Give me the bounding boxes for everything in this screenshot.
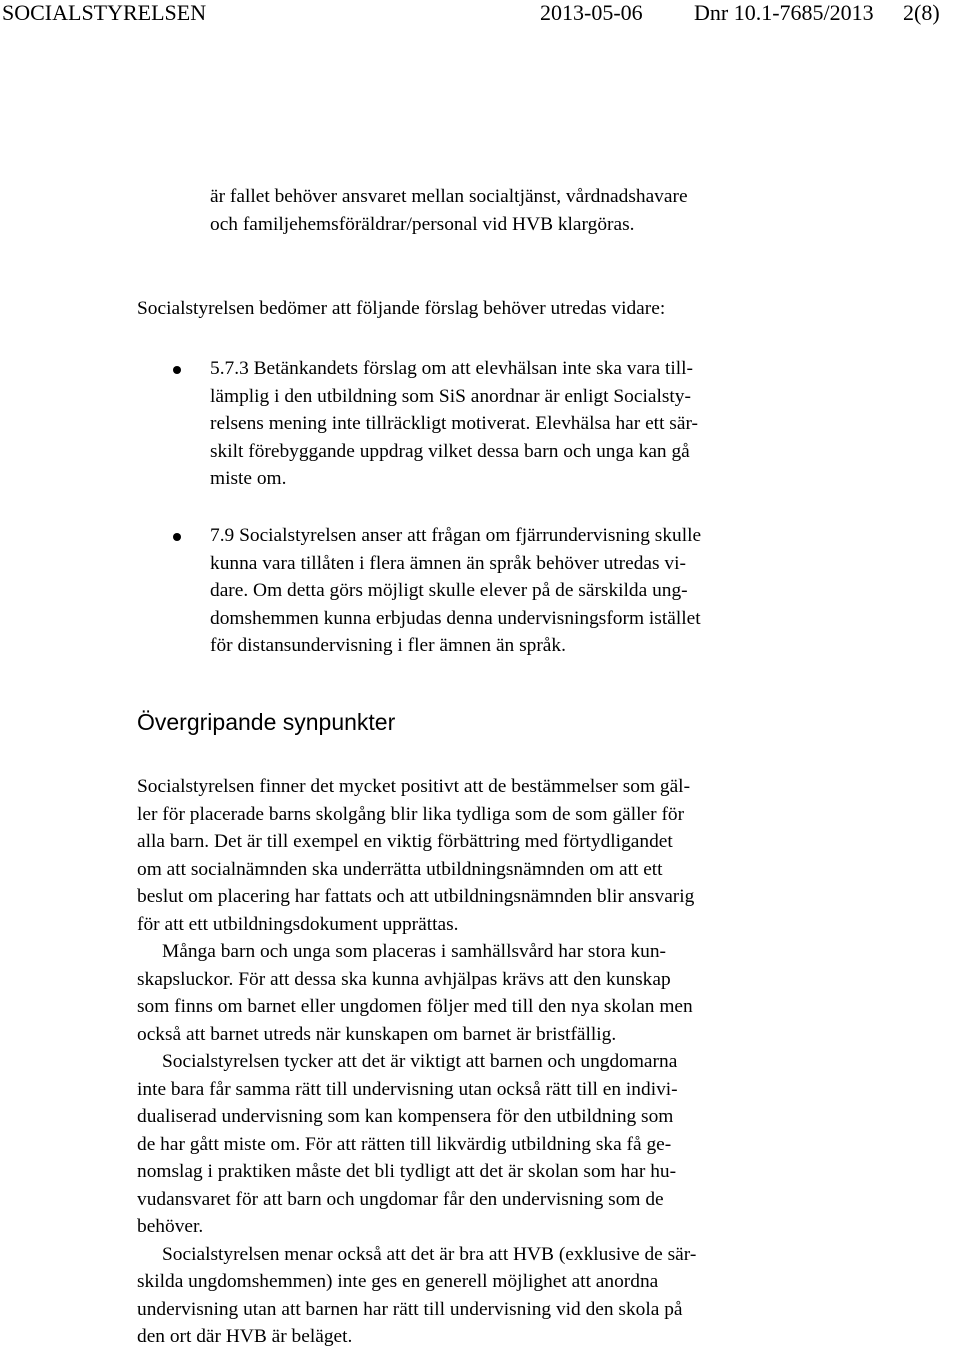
text-line: alla barn. Det är till exempel en viktig förbättring med förtydligandet [137,831,673,852]
intro-paragraph [210,183,688,238]
text-line: Socialstyrelsen menar också att det är bra att HVB (exklusive de sär- [162,1243,697,1265]
text-line: skilt förebyggande uppdrag vilket dessa barn och unga kan gå [210,440,690,462]
text-line: om att socialnämnden ska underrätta utbildningsnämnden om att ett [137,858,663,880]
text-line: Socialstyrelsen finner det mycket positivt att de bestämmelser som gäl- [137,776,691,797]
text-line: behöver. [137,1216,204,1237]
page-header [0,0,960,30]
text-line: domshemmen kunna erbjudas denna undervisningsform istället [210,607,701,629]
paragraph [137,1241,857,1351]
text-line: för att ett utbildningsdokument upprättas. [137,913,459,935]
text-line: de har gått miste om. För att rätten till likvärdig utbildning ska få ge- [137,1133,672,1155]
text-line: Socialstyrelsen tycker att det är viktigt att barnen och ungdomarna [162,1051,678,1072]
text-line: undervisning utan att barnen har rätt till undervisning vid den skola på [137,1298,683,1320]
section-heading: Övergripande synpunkter [137,709,396,735]
organization-name: SOCIALSTYRELSEN [2,0,207,25]
text-line: 7.9 Socialstyrelsen anser att frågan om fjärrundervisning skulle [210,525,702,546]
text-line: nomslag i praktiken måste det bli tydligt att det är skolan som har hu- [137,1161,677,1182]
document-date: 2013-05-06 [540,0,643,25]
paragraph [137,1048,857,1241]
text-line: miste om. [210,468,287,489]
text-line: den ort där HVB är beläget. [137,1326,353,1347]
text-line: inte bara får samma rätt till undervisning utan också rätt till en indivi- [137,1078,678,1100]
text-line: för distansundervisning i fler ämnen än språk. [210,635,566,656]
text-line: ler för placerade barns skolgång blir lika tydliga som de som gäller för [137,803,685,825]
section-body [137,773,857,1351]
text-line: relsens mening inte tillräckligt motiverat. Elevhälsa har ett sär- [210,413,698,434]
reference-number: Dnr 10.1-7685/2013 [694,0,874,25]
text-line: som finns om barnet eller ungdomen följer med till den nya skolan men [137,996,693,1017]
text-line: beslut om placering har fattats och att utbildningsnämnden blir ansvarig [137,886,695,907]
paragraph [137,938,857,1048]
text-line: kunna vara tillåten i flera ämnen än språk behöver utredas vi- [210,552,686,574]
text-line: vudansvaret för att barn och ungdomar får den undervisning som de [137,1188,664,1210]
text-line: dare. Om detta görs möjligt skulle elever på de särskilda ung- [210,580,688,601]
page-number: 2(8) [903,0,940,25]
assessment-line: Socialstyrelsen bedömer att följande förslag behöver utredas vidare: [137,298,666,319]
text-line: 5.7.3 Betänkandets förslag om att elevhälsan inte ska vara till- [210,358,694,379]
bullet-icon [173,366,181,374]
paragraph [137,773,857,938]
text-line: skapsluckor. För att dessa ska kunna avhjälpas krävs att den kunskap [137,968,671,990]
text-line: dualiserad undervisning som kan kompensera för den utbildning som [137,1106,674,1127]
bullet-item [210,522,701,660]
text-line: och familjehemsföräldrar/personal vid HVB klargöras. [210,213,635,235]
text-line: Många barn och unga som placeras i samhällsvård har stora kun- [162,941,666,962]
bullet-icon [173,533,181,541]
text-line: är fallet behöver ansvaret mellan socialtjänst, vårdnadshavare [210,186,688,207]
bullet-item [210,355,698,493]
text-line: lämplig i den utbildning som SiS anordnar är enligt Socialsty- [210,385,691,407]
text-line: också att barnet utreds när kunskapen om barnet är bristfällig. [137,1023,617,1045]
text-line: skilda ungdomshemmen) inte ges en generell möjlighet att anordna [137,1271,659,1292]
